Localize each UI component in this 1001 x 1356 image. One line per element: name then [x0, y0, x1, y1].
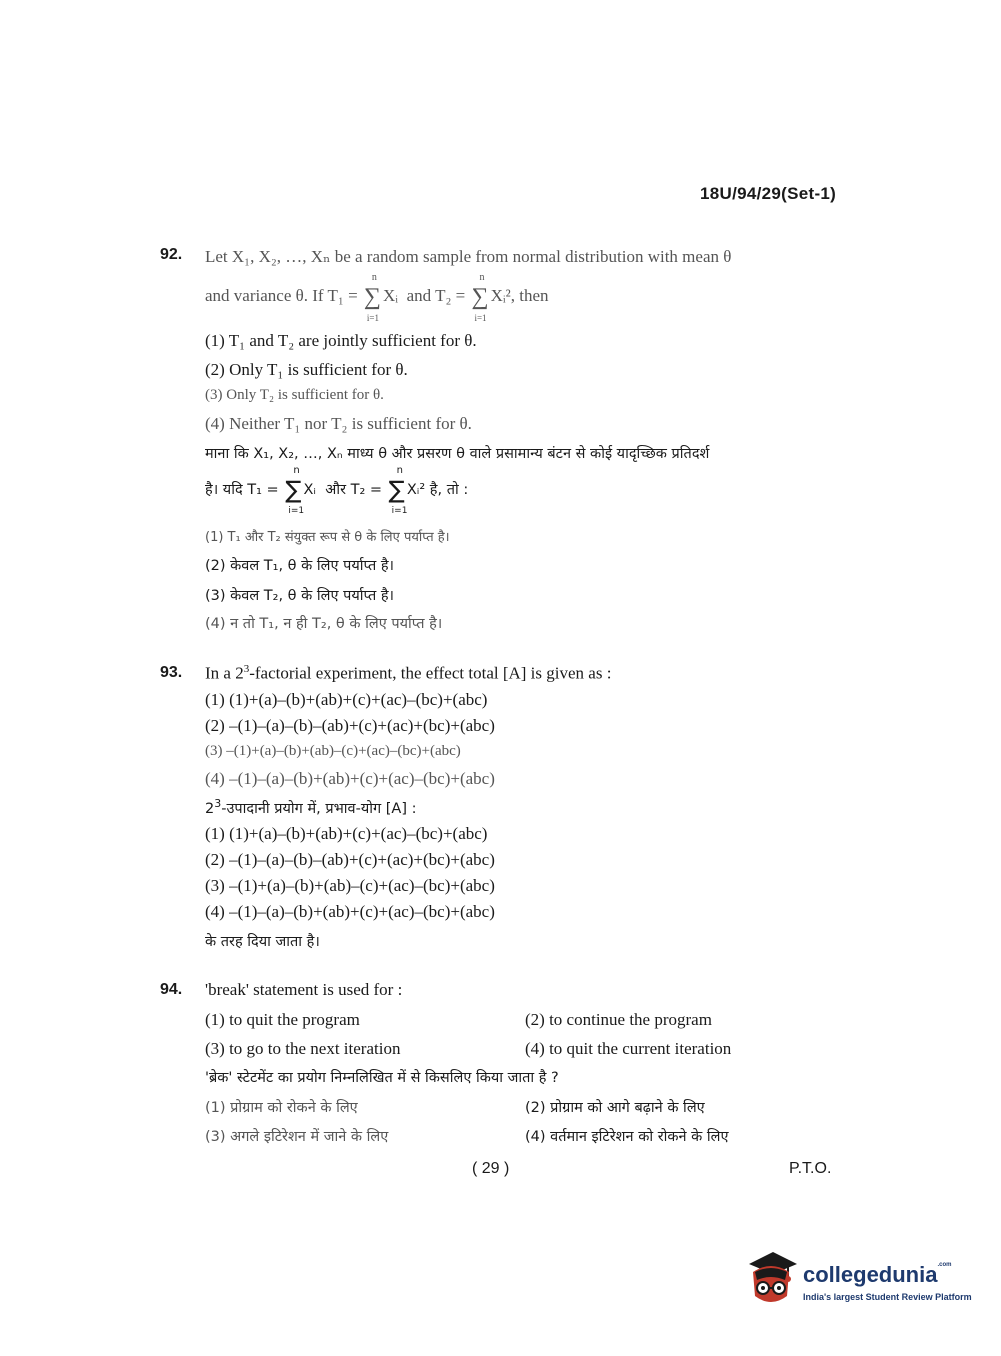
q94-option-hi-3: (3) अगले इटिरेशन में जाने के लिए — [205, 1129, 389, 1145]
q92-stem-hi-line1: माना कि X₁, X₂, …, Xₙ माध्य θ और प्रसरण θ वाले प्रसामान्य बंटन से कोई यादृच्छिक प्रतिदर्श — [205, 446, 710, 462]
summation-symbol: ∑ n i=1 — [285, 465, 305, 516]
collegedunia-watermark — [743, 1250, 973, 1320]
q93-option-hi-4: (4) –(1)–(a)–(b)+(ab)+(c)+(ac)–(bc)+(abc) — [205, 902, 495, 921]
q92-option-hi-4: (4) न तो T₁, न ही T₂, θ के लिए पर्याप्त है। — [205, 616, 443, 632]
q92-option-en-1: (1) T₁ and T₂ are jointly sufficient for θ. — [205, 331, 477, 350]
q92-stem-en-line1: Let X₁, X₂, …, Xₙ be a random sample from normal distribution with mean θ — [205, 247, 732, 266]
q94-option-hi-2: (2) प्रोग्राम को आगे बढ़ाने के लिए — [525, 1100, 705, 1116]
q94-option-en-3: (3) to go to the next iteration — [205, 1039, 401, 1058]
q93-stem-en: In a $2^3$-factorial experiment, the effect total [A] is given as : — [205, 663, 612, 683]
q94-option-hi-4: (4) वर्तमान इटिरेशन को रोकने के लिए — [525, 1129, 729, 1145]
q93-option-hi-2: (2) –(1)–(a)–(b)–(ab)+(c)+(ac)+(bc)+(abc) — [205, 850, 495, 869]
mascot-icon — [743, 1250, 799, 1310]
q94-stem-hi: 'ब्रेक' स्टेटमेंट का प्रयोग निम्नलिखित में से किसलिए किया जाता है ? — [205, 1070, 559, 1086]
q92-option-hi-1: (1) T₁ और T₂ संयुक्त रूप से θ के लिए पर्याप्त है। — [205, 530, 450, 545]
q93-hi-tail: के तरह दिया जाता है। — [205, 934, 320, 950]
q92-option-hi-2: (2) केवल T₁, θ के लिए पर्याप्त है। — [205, 558, 395, 574]
q94-option-en-2: (2) to continue the program — [525, 1010, 712, 1029]
q92-stem-en-line2: and variance θ. If T₁ = ∑ n i=1 Xᵢ and T₂ = ∑ n i=1 Xᵢ², then — [205, 272, 549, 323]
q94-option-en-4: (4) to quit the current iteration — [525, 1039, 732, 1058]
q93-stem-hi: $2^3-उपादानी$ प्रयोग में, प्रभाव-योग [A] : — [205, 797, 417, 817]
q93-option-en-3: (3) –(1)+(a)–(b)+(ab)–(c)+(ac)–(bc)+(abc) — [205, 743, 461, 759]
q93-option-hi-1: (1) (1)+(a)–(b)+(ab)+(c)+(ac)–(bc)+(abc) — [205, 824, 488, 843]
pto-marker: P.T.O. — [789, 1160, 832, 1177]
q93-option-en-4: (4) –(1)–(a)–(b)+(ab)+(c)+(ac)–(bc)+(abc) — [205, 769, 495, 788]
q92-option-hi-3: (3) केवल T₂, θ के लिए पर्याप्त है। — [205, 588, 395, 604]
q92-stem-hi-line2: है। यदि T₁ = ∑ n i=1 Xᵢ और T₂ = ∑ n i=1 Xᵢ² है, तो : — [205, 465, 469, 516]
q94-option-en-1: (1) to quit the program — [205, 1010, 360, 1029]
question-number-92: 92. — [160, 246, 183, 263]
q92-option-en-3: (3) Only T₂ is sufficient for θ. — [205, 387, 384, 403]
q93-option-en-1: (1) (1)+(a)–(b)+(ab)+(c)+(ac)–(bc)+(abc) — [205, 690, 488, 709]
paper-code: 18U/94/29(Set-1) — [700, 184, 837, 203]
summation-symbol: ∑ n i=1 — [388, 465, 408, 516]
page-number: ( 29 ) — [472, 1160, 510, 1177]
brand-tagline: India's largest Student Review Platform — [803, 1292, 972, 1302]
question-number-94: 94. — [160, 981, 183, 998]
q92-option-en-2: (2) Only T₁ is sufficient for θ. — [205, 360, 408, 379]
question-number-93: 93. — [160, 664, 183, 681]
q93-option-en-2: (2) –(1)–(a)–(b)–(ab)+(c)+(ac)+(bc)+(abc) — [205, 716, 495, 735]
summation-symbol: ∑ n i=1 — [363, 272, 382, 323]
brand-name: collegedunia$^{.com}$ — [803, 1262, 952, 1287]
q94-option-hi-1: (1) प्रोग्राम को रोकने के लिए — [205, 1100, 358, 1116]
q92-option-en-4: (4) Neither T₁ nor T₂ is sufficient for θ. — [205, 414, 472, 433]
q94-stem-en: 'break' statement is used for : — [205, 980, 403, 999]
summation-symbol: ∑ n i=1 — [471, 272, 489, 323]
q93-option-hi-3: (3) –(1)+(a)–(b)+(ab)–(c)+(ac)–(bc)+(abc) — [205, 876, 495, 895]
